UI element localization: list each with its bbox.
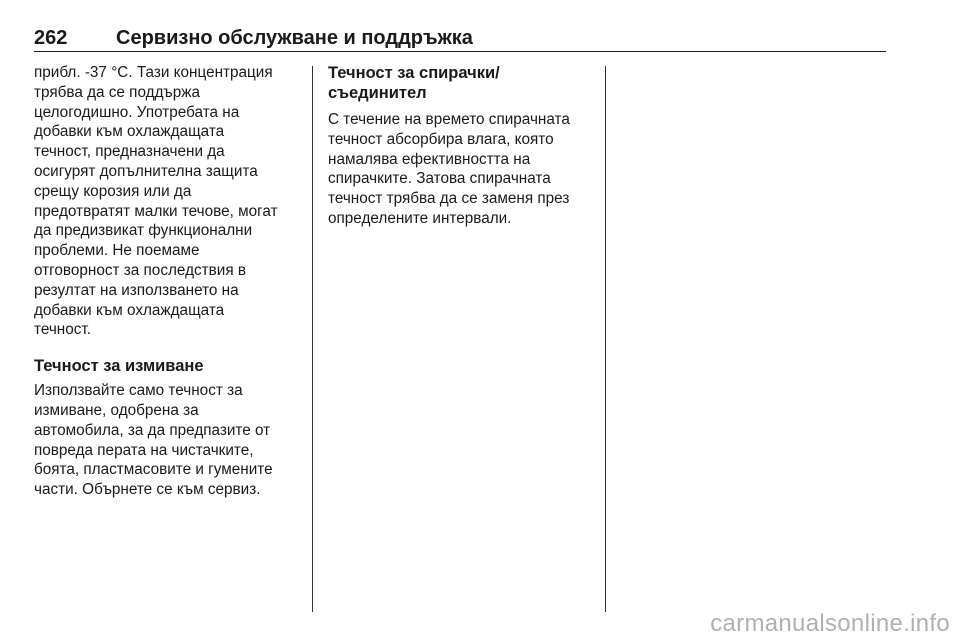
page-number: 262 bbox=[34, 27, 68, 49]
column-divider bbox=[605, 66, 606, 612]
column-divider bbox=[312, 66, 313, 612]
text-line: осигурят допълнителна защита bbox=[34, 162, 258, 180]
text-line: течност абсорбира влага, която bbox=[328, 130, 554, 148]
brake-fluid-heading bbox=[328, 63, 600, 103]
text-line: добавки към охлаждащата bbox=[34, 301, 225, 319]
text-line: измиване, одобрена за bbox=[34, 401, 199, 419]
text-column-middle bbox=[328, 63, 600, 229]
text-line: целогодишно. Употребата на bbox=[34, 103, 240, 121]
text-line: срещу корозия или да bbox=[34, 182, 192, 200]
text-line: течност трябва да се заменя през bbox=[328, 190, 570, 208]
washer-fluid-heading: Течност за измиване bbox=[34, 357, 204, 376]
text-line: С течение на времето спирачната bbox=[328, 111, 570, 128]
text-line: резултат на използването на bbox=[34, 281, 239, 299]
text-line: определените интервали. bbox=[328, 209, 512, 227]
text-line: прибл. -37 °C. Тази концентрация bbox=[34, 64, 273, 81]
text-line: отговорност за последствия в bbox=[34, 261, 246, 279]
chapter-title: Сервизно обслужване и поддръжка bbox=[116, 27, 473, 49]
text-line: намалява ефективността на bbox=[328, 150, 531, 168]
page-header bbox=[34, 25, 886, 52]
text-line: повреда перата на чистачките, bbox=[34, 441, 254, 459]
text-line: проблеми. Не поемаме bbox=[34, 242, 200, 260]
text-line: течност, предназначени да bbox=[34, 143, 225, 161]
text-line: предотвратят малки течове, могат bbox=[34, 202, 278, 220]
heading-line: съединител bbox=[328, 84, 427, 102]
text-line: трябва да се поддържа bbox=[34, 83, 200, 101]
text-line: да предизвикат функционални bbox=[34, 222, 253, 240]
text-line: добавки към охлаждащата bbox=[34, 123, 225, 141]
text-line: части. Обърнете се към сервиз. bbox=[34, 481, 261, 499]
text-line: боята, пластмасовите и гумените bbox=[34, 461, 273, 479]
text-line: спирачките. Затова спирачната bbox=[328, 170, 551, 188]
coolant-paragraph bbox=[34, 63, 302, 340]
heading-line: Течност за спирачки/ bbox=[328, 64, 500, 82]
text-line: течност. bbox=[34, 321, 91, 339]
text-column-left bbox=[34, 63, 302, 500]
washer-fluid-paragraph bbox=[34, 381, 302, 500]
watermark: carmanualsonline.info bbox=[710, 610, 950, 637]
text-line: автомобила, за да предпазите от bbox=[34, 421, 271, 439]
text-line: Използвайте само течност за bbox=[34, 382, 243, 400]
brake-fluid-paragraph bbox=[328, 110, 600, 229]
